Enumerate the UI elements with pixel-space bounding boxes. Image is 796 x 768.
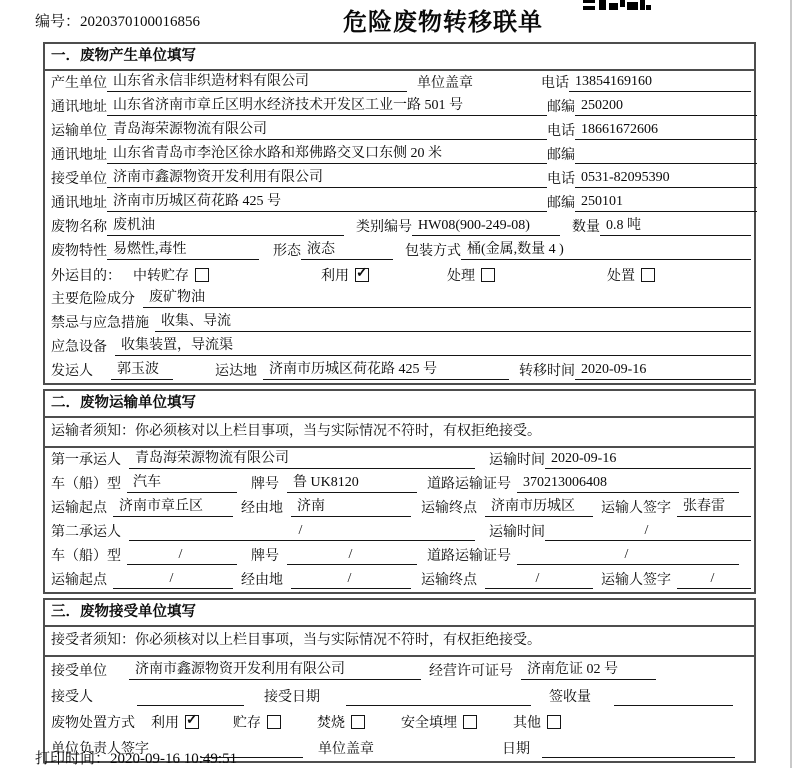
receiver-phone-label: 电话	[547, 172, 575, 187]
quantity-label: 数量	[572, 220, 600, 235]
category-value: HW08(900-249-08)	[412, 218, 560, 236]
measures-row	[45, 311, 754, 335]
carrier2-value: /	[129, 523, 475, 541]
transport-time1-value: 2020-09-16	[545, 451, 751, 469]
print-time-value: 2020-09-16 10:49:51	[110, 751, 238, 767]
transporter-value: 青岛海荣源物流有限公司	[107, 118, 547, 140]
carrier1-row	[45, 448, 754, 472]
transport-time1-label: 运输时间	[489, 453, 545, 468]
producer-zip-label: 邮编	[547, 100, 575, 115]
route2-row	[45, 568, 754, 592]
vehicle2-value: /	[127, 547, 237, 565]
end2-label: 运输终点	[421, 573, 477, 588]
form-body	[43, 42, 756, 767]
producer-address-value: 山东省济南市章丘区明水经济技术开发区工业一路 501 号	[107, 94, 547, 116]
transporter-label: 运输单位	[51, 124, 107, 139]
receiver-label: 接受单位	[51, 172, 107, 187]
transport-time2-value: /	[545, 523, 751, 541]
scan-edge-line	[790, 0, 792, 768]
received-qty-value	[614, 688, 733, 706]
receiver-row	[45, 167, 754, 191]
producer-phone-label: 电话	[541, 76, 569, 91]
end1-label: 运输终点	[421, 501, 477, 516]
accept-unit-value: 济南市鑫源物资开发利用有限公司	[129, 658, 421, 680]
accept-unit-label: 接受单位	[51, 664, 107, 679]
vehicle1-value: 汽车	[127, 471, 237, 493]
sender-row	[45, 359, 754, 383]
sign1-label: 运输人签字	[601, 501, 671, 516]
print-time-line	[35, 747, 237, 768]
disposal-option-landfill-label: 安全填埋	[401, 716, 457, 731]
producer-address-label: 通讯地址	[51, 100, 107, 115]
purpose-option-dispose-label: 处置	[607, 269, 635, 284]
destination-label: 运达地	[215, 364, 257, 379]
producer-phone-value: 13854169160	[569, 74, 751, 92]
responsible-sign-label: 单位负责人签字	[51, 742, 149, 757]
waste-name-label: 废物名称	[51, 220, 107, 235]
transporter-address-row	[45, 143, 754, 167]
page-title: 危险废物转移联单	[343, 10, 543, 36]
disposal-label: 废物处置方式	[51, 716, 135, 731]
purpose-treat-checkbox	[481, 268, 495, 282]
sender-value: 郭玉波	[111, 358, 173, 380]
transporter-zip-value	[575, 146, 757, 164]
disposal-option-other-label: 其他	[513, 716, 541, 731]
destination-value: 济南市历城区荷花路 425 号	[263, 358, 509, 380]
license-label: 经营许可证号	[429, 664, 513, 679]
acceptor-label: 接受人	[51, 690, 93, 705]
end1-value: 济南市历城区	[485, 495, 593, 517]
purpose-option-transfer-storage-label: 中转贮存	[133, 269, 189, 284]
transfer-time-value: 2020-09-16	[575, 362, 751, 380]
road-cert2-value: /	[517, 547, 739, 565]
disposal-other-checkbox	[547, 715, 561, 729]
producer-zip-value: 250200	[575, 98, 757, 116]
section-1-title: 一．废物产生单位填写	[45, 44, 754, 71]
producer-value: 山东省永信非织造材料有限公司	[107, 70, 407, 92]
origin1-value: 济南市章丘区	[113, 495, 233, 517]
print-time-label: 打印时间：	[35, 751, 111, 767]
purpose-transfer-storage-checkbox	[195, 268, 209, 282]
disposal-incinerate-checkbox	[351, 715, 365, 729]
receiver-address-label: 通讯地址	[51, 196, 107, 211]
end2-value: /	[485, 571, 593, 589]
carrier1-label: 第一承运人	[51, 453, 121, 468]
waste-name-value: 废机油	[107, 214, 344, 236]
purpose-option-treat-label: 处理	[447, 269, 475, 284]
form-label: 形态	[273, 244, 301, 259]
plate1-label: 牌号	[251, 477, 279, 492]
serial-number: 2020370100016856	[80, 14, 201, 30]
disposal-option-utilize-label: 利用	[151, 716, 179, 731]
via1-value: 济南	[291, 495, 411, 517]
unit-seal-label-s3: 单位盖章	[318, 742, 374, 757]
purpose-dispose-checkbox	[641, 268, 655, 282]
sign2-label: 运输人签字	[601, 573, 671, 588]
disposal-option-incinerate-label: 焚烧	[317, 716, 345, 731]
hazard-label: 主要危险成分	[51, 292, 135, 307]
purpose-utilize-checkbox	[355, 268, 369, 282]
disposal-row	[45, 709, 754, 735]
accept-date-label: 接受日期	[264, 690, 320, 705]
transfer-time-label: 转移时间	[519, 364, 575, 379]
purpose-row	[45, 263, 754, 287]
characteristic-value: 易燃性,毒性	[107, 238, 259, 260]
measures-label: 禁忌与应急措施	[51, 316, 149, 331]
receiver-zip-value: 250101	[575, 194, 757, 212]
road-cert2-label: 道路运输证号	[427, 549, 511, 564]
receiver-zip-label: 邮编	[547, 196, 575, 211]
receiver-phone-value: 0531-82095390	[575, 170, 757, 188]
plate2-value: /	[287, 547, 417, 565]
packing-label: 包装方式	[405, 244, 461, 259]
quantity-value: 0.8 吨	[600, 214, 751, 236]
purpose-option-utilize-label: 利用	[321, 269, 349, 284]
origin2-value: /	[113, 571, 233, 589]
sign2-value: /	[677, 571, 751, 589]
accept-date-value	[346, 688, 531, 706]
section-2-title: 二．废物运输单位填写	[45, 391, 754, 418]
purpose-label: 外运目的：	[51, 269, 121, 284]
serial-number-line	[35, 10, 200, 31]
section-3-title: 三．废物接受单位填写	[45, 600, 754, 627]
carrier1-value: 青岛海荣源物流有限公司	[129, 447, 475, 469]
accept-unit-row	[45, 657, 754, 683]
transporter-row	[45, 119, 754, 143]
disposal-utilize-checkbox	[185, 715, 199, 729]
date-label: 日期	[502, 742, 530, 757]
disposal-option-store-label: 贮存	[233, 716, 261, 731]
hazard-value: 废矿物油	[143, 286, 751, 308]
plate2-label: 牌号	[251, 549, 279, 564]
vehicle2-label: 车（船）型	[51, 549, 121, 564]
transporter-phone-value: 18661672606	[575, 122, 757, 140]
received-qty-label: 签收量	[549, 690, 591, 705]
license-value: 济南危证 02 号	[521, 658, 656, 680]
producer-address-row	[45, 95, 754, 119]
via2-label: 经由地	[241, 573, 283, 588]
transporter-address-label: 通讯地址	[51, 148, 107, 163]
serial-label: 编号：	[35, 14, 81, 30]
transporter-address-value: 山东省青岛市李沧区徐水路和郑佛路交叉口东侧 20 米	[107, 142, 547, 164]
disposal-landfill-checkbox	[463, 715, 477, 729]
transporter-zip-label: 邮编	[547, 148, 575, 163]
vehicle2-row	[45, 544, 754, 568]
acceptor-row	[45, 683, 754, 709]
receiver-address-value: 济南市历城区荷花路 425 号	[107, 190, 547, 212]
form-value: 液态	[301, 238, 393, 260]
plate1-value: 鲁 UK8120	[287, 471, 417, 493]
via1-label: 经由地	[241, 501, 283, 516]
transporter-notice: 运输者须知：你必须核对以上栏目事项，当与实际情况不符时，有权拒绝接受。	[45, 418, 754, 448]
section-3-box	[43, 598, 756, 763]
equipment-label: 应急设备	[51, 340, 107, 355]
transport-time2-label: 运输时间	[489, 525, 545, 540]
producer-label: 产生单位	[51, 76, 107, 91]
producer-row	[45, 71, 754, 95]
origin1-label: 运输起点	[51, 501, 107, 516]
hazard-row	[45, 287, 754, 311]
receiver-address-row	[45, 191, 754, 215]
equipment-value: 收集装置，导流渠	[115, 334, 751, 356]
carrier2-label: 第二承运人	[51, 525, 121, 540]
via2-value: /	[291, 571, 411, 589]
carrier2-row	[45, 520, 754, 544]
vehicle1-row	[45, 472, 754, 496]
disposal-store-checkbox	[267, 715, 281, 729]
receiver-notice: 接受者须知：你必须核对以上栏目事项，当与实际情况不符时，有权拒绝接受。	[45, 627, 754, 657]
sender-label: 发运人	[51, 364, 93, 379]
transporter-phone-label: 电话	[547, 124, 575, 139]
origin2-label: 运输起点	[51, 573, 107, 588]
acceptor-value	[137, 688, 244, 706]
section-1-box	[43, 42, 756, 385]
unit-seal-label: 单位盖章	[417, 76, 473, 91]
waste-characteristic-row	[45, 239, 754, 263]
characteristic-label: 废物特性	[51, 244, 107, 259]
waste-name-row	[45, 215, 754, 239]
receiver-value: 济南市鑫源物资开发利用有限公司	[107, 166, 547, 188]
date-value	[542, 740, 735, 758]
road-cert1-value: 370213006408	[517, 475, 739, 493]
route1-row	[45, 496, 754, 520]
road-cert1-label: 道路运输证号	[427, 477, 511, 492]
measures-value: 收集、导流	[155, 310, 751, 332]
qr-code-fragment	[583, 0, 651, 10]
packing-value: 桶(金属,数量 4 )	[461, 238, 751, 260]
vehicle1-label: 车（船）型	[51, 477, 121, 492]
section-2-box	[43, 389, 756, 594]
equipment-row	[45, 335, 754, 359]
sign1-value: 张春雷	[677, 495, 751, 517]
category-label: 类别编号	[356, 220, 412, 235]
